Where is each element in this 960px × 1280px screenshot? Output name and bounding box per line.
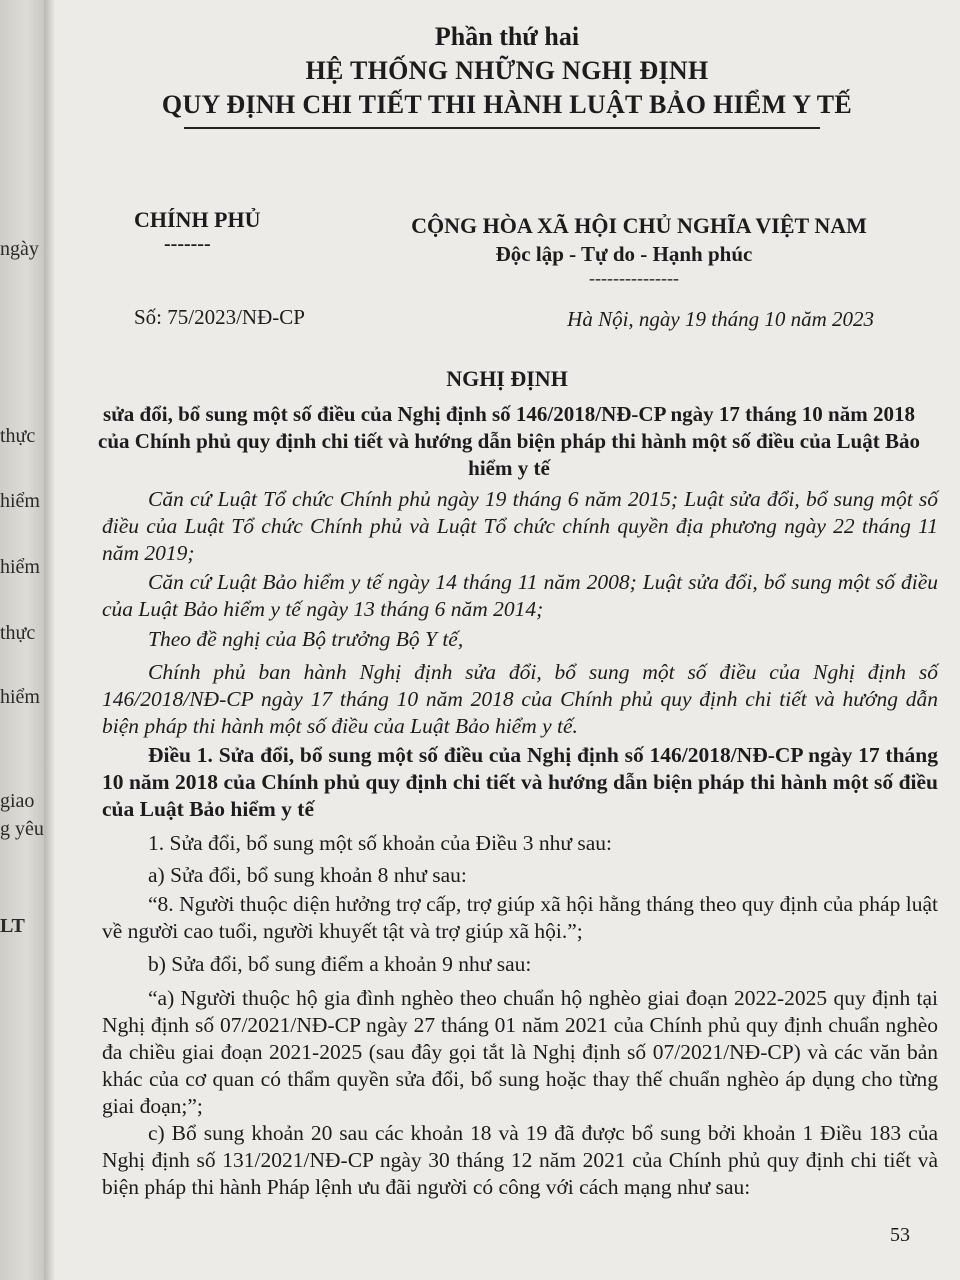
article-paragraph: “8. Người thuộc diện hưởng trợ cấp, trợ giúp xã hội hằng tháng theo quy định của pháp luật về người cao tuổi, người khuyết tật và trợ giúp xã hội.”; xyxy=(102,892,938,943)
article-paragraph: a) Sửa đổi, bổ sung khoản 8 như sau: xyxy=(148,863,467,887)
article-paragraph: b) Sửa đổi, bổ sung điểm a khoản 9 như sau: xyxy=(148,952,532,976)
document-type: NGHỊ ĐỊNH xyxy=(446,366,568,391)
margin-fragment: LT xyxy=(0,915,25,937)
margin-fragment: hiểm xyxy=(0,686,40,708)
preamble-paragraph: Theo đề nghị của Bộ trưởng Bộ Y tế, xyxy=(148,627,464,651)
part-title-line-2: QUY ĐỊNH CHI TIẾT THI HÀNH LUẬT BẢO HIỂM Y TẾ xyxy=(161,90,853,119)
margin-fragment: thực xyxy=(0,425,36,447)
motto-dash: --------------- xyxy=(589,268,679,288)
article-paragraph: c) Bổ sung khoản 20 sau các khoản 18 và 19 đã được bổ sung bởi khoản 1 Điều 183 của Nghị định số 131/2021/NĐ-CP ngày 30 tháng 12 năm 2021 của Chính phủ quy định chi tiết và biện pháp thi hành Pháp lệnh ưu đãi người có công với cách mạng như sau: xyxy=(102,1121,938,1199)
preamble-paragraph: Chính phủ ban hành Nghị định sửa đổi, bổ sung một số điều của Nghị định số 146/2018/NĐ-CP ngày 17 tháng 10 năm 2018 của Chính phủ quy định chi tiết và hướng dẫn biện pháp thi hành một số điều của Luật Bảo hiểm y tế. xyxy=(102,660,938,738)
margin-fragment: g yêu xyxy=(0,818,44,840)
part-label: Phần thứ hai xyxy=(434,22,580,51)
agency-dash: ------- xyxy=(164,233,211,255)
preamble-paragraph: Căn cứ Luật Tổ chức Chính phủ ngày 19 tháng 6 năm 2015; Luật sửa đổi, bổ sung một số điều của Luật Tổ chức Chính phủ và Luật Tổ chức chính quyền địa phương ngày 22 tháng 11 năm 2019; xyxy=(102,487,938,565)
national-motto: Độc lập - Tự do - Hạnh phúc xyxy=(495,242,753,266)
preamble-paragraph: Căn cứ Luật Bảo hiểm y tế ngày 14 tháng 11 năm 2008; Luật sửa đổi, bổ sung một số điều của Luật Bảo hiểm y tế ngày 13 tháng 6 năm 2014; xyxy=(102,570,938,621)
article-paragraph: “a) Người thuộc hộ gia đình nghèo theo chuẩn hộ nghèo giai đoạn 2022-2025 quy định tại Nghị định số 07/2021/NĐ-CP ngày 27 tháng 01 năm 2021 của Chính phủ quy định chuẩn nghèo đa chiều giai đoạn 2021-2025 (sau đây gọi tắt là Nghị định số 07/2021/NĐ-CP) và các văn bản khác của cơ quan có thẩm quyền sửa đổi, bổ sung hoặc thay thế chuẩn nghèo áp dụng cho từng giai đoạn;”; xyxy=(102,986,938,1118)
part-title-line-1: HỆ THỐNG NHỮNG NGHỊ ĐỊNH xyxy=(305,56,709,85)
margin-fragment: hiểm xyxy=(0,490,40,512)
place-date: Hà Nội, ngày 19 tháng 10 năm 2023 xyxy=(567,307,874,331)
book-gutter xyxy=(44,0,54,1280)
margin-fragment: hiểm xyxy=(0,556,40,578)
national-name: CỘNG HÒA XÃ HỘI CHỦ NGHĨA VIỆT NAM xyxy=(411,213,867,238)
issuing-agency: CHÍNH PHỦ xyxy=(134,207,261,232)
title-rule xyxy=(184,127,820,129)
margin-fragment: thực xyxy=(0,622,36,644)
article-heading: Điều 1. Sửa đổi, bổ sung một số điều của Nghị định số 146/2018/NĐ-CP ngày 17 tháng 10 năm 2018 của Chính phủ quy định chi tiết và hướng dẫn biện pháp thi hành một số điều của Luật Bảo hiểm y tế xyxy=(102,743,938,821)
article-paragraph: 1. Sửa đổi, bổ sung một số khoản của Điều 3 như sau: xyxy=(148,831,613,855)
margin-fragment: giao xyxy=(0,790,35,812)
facing-page-edge xyxy=(0,0,44,1280)
document-number: Số: 75/2023/NĐ-CP xyxy=(134,305,305,329)
document-subject: sửa đổi, bổ sung một số điều của Nghị định số 146/2018/NĐ-CP ngày 17 tháng 10 năm 2018 của Chính phủ quy định chi tiết và hướng dẫn biện pháp thi hành một số điều của Luật Bảo hiểm y tế xyxy=(98,402,920,480)
page-number: 53 xyxy=(890,1224,910,1246)
margin-fragment: ngày xyxy=(0,238,39,260)
document-page xyxy=(54,0,960,1280)
